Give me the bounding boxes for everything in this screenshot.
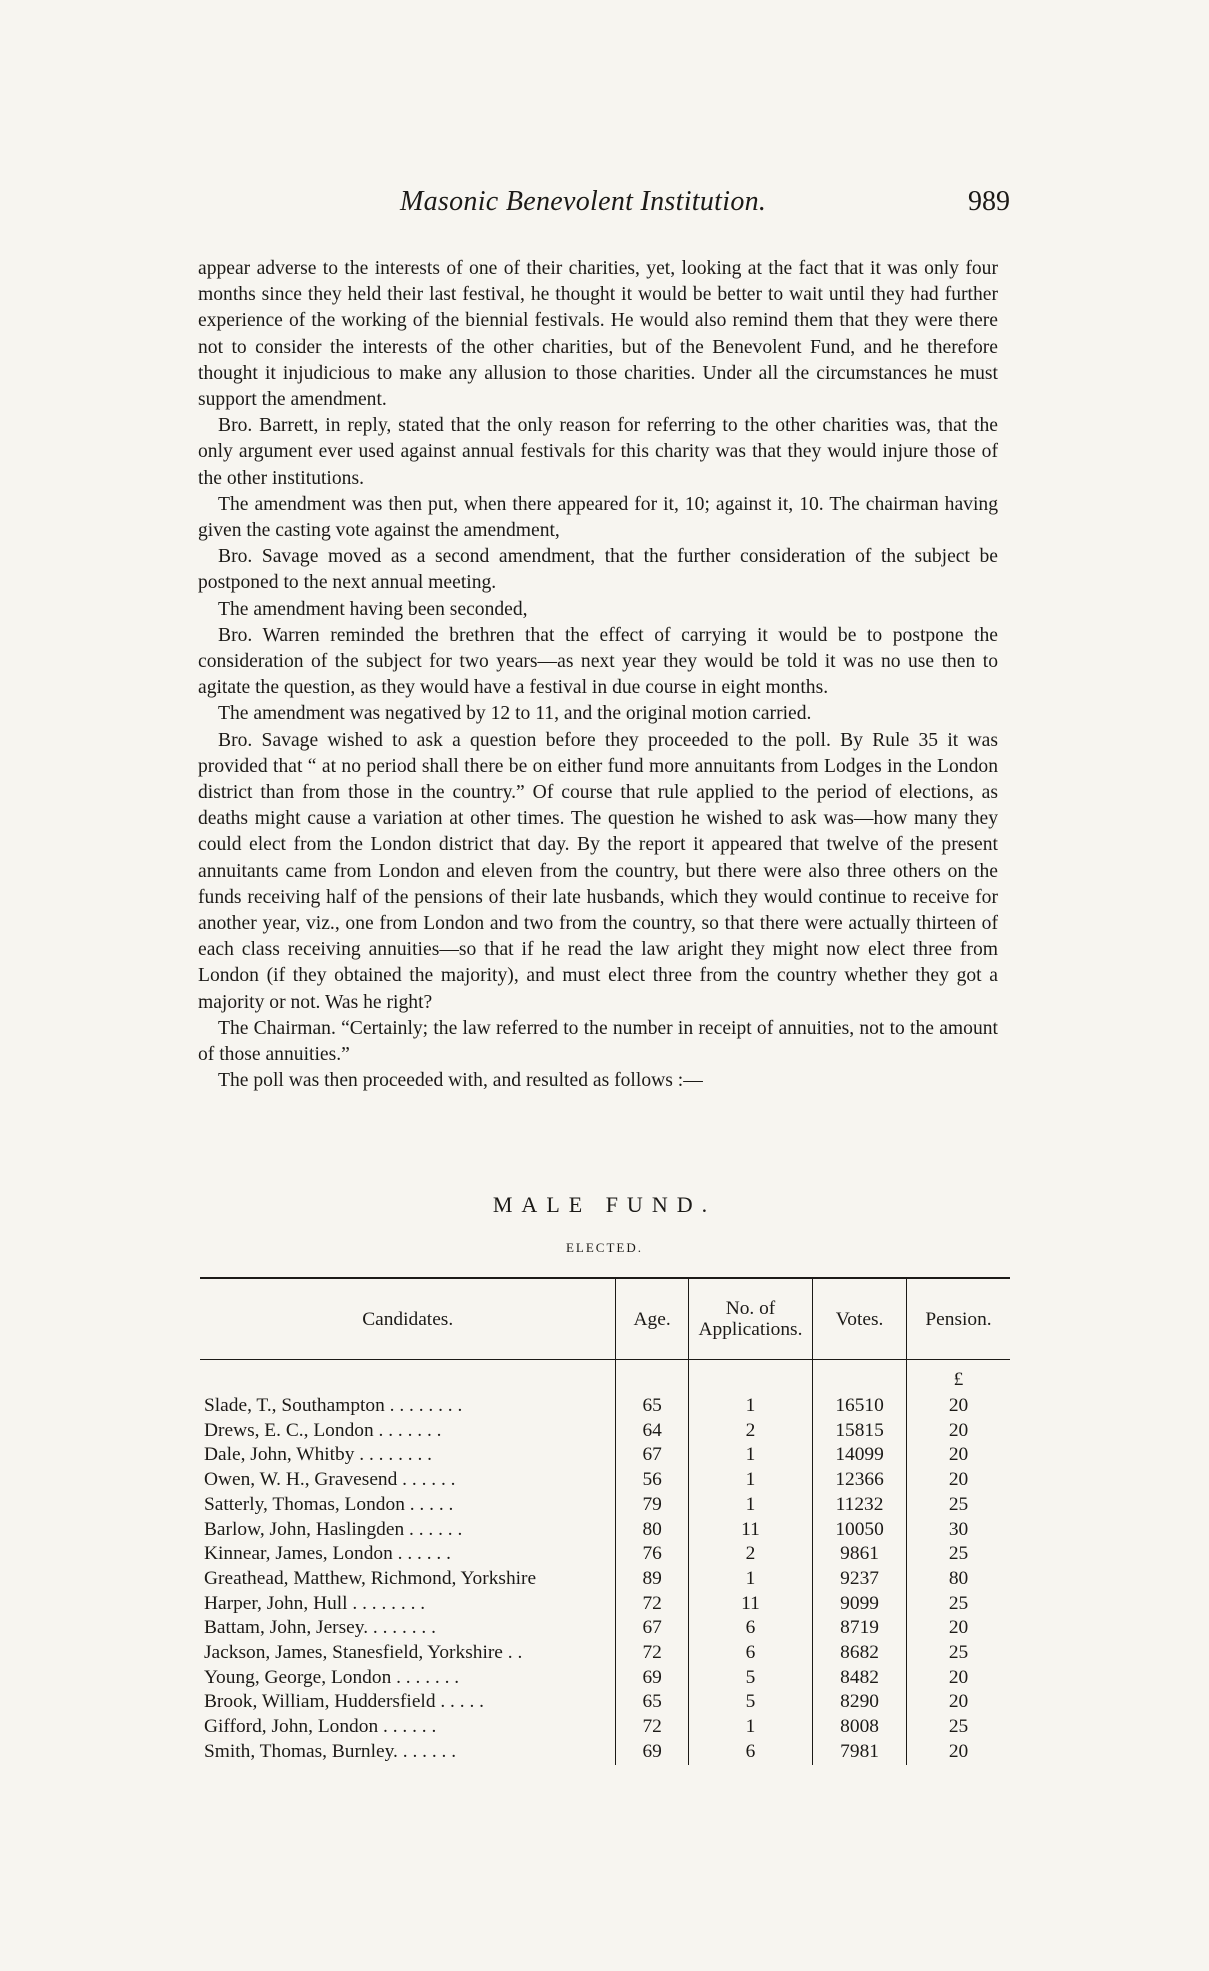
candidate-age: 79 xyxy=(616,1493,688,1518)
candidate-name: Owen, W. H., Gravesend . . . . . . xyxy=(204,1469,456,1491)
candidate-applications: 2 xyxy=(688,1542,812,1567)
candidate-pension: 20 xyxy=(907,1740,1010,1765)
candidate-votes: 14099 xyxy=(813,1443,907,1468)
candidate-applications: 6 xyxy=(688,1740,812,1765)
candidate-applications: 11 xyxy=(688,1592,812,1617)
pension-unit: £ xyxy=(907,1360,1010,1395)
candidate-votes: 9861 xyxy=(813,1542,907,1567)
table-row xyxy=(200,1715,1010,1740)
fund-title: MALE FUND. xyxy=(492,1192,717,1217)
candidate-age: 69 xyxy=(616,1740,688,1765)
candidate-pension: 25 xyxy=(907,1542,1010,1567)
candidate-votes: 16510 xyxy=(813,1394,907,1419)
paragraph: The amendment having been seconded, xyxy=(218,598,528,620)
unit-row xyxy=(200,1360,1010,1395)
candidate-name: Drews, E. C., London . . . . . . . xyxy=(204,1419,442,1441)
table-row xyxy=(200,1641,1010,1666)
candidate-name: Smith, Thomas, Burnley. . . . . . . xyxy=(204,1740,457,1762)
candidate-age: 67 xyxy=(616,1616,688,1641)
candidate-applications: 1 xyxy=(688,1567,812,1592)
candidate-name: Slade, T., Southampton . . . . . . . . xyxy=(204,1395,463,1416)
candidate-votes: 9099 xyxy=(813,1592,907,1617)
candidate-pension: 25 xyxy=(907,1592,1010,1617)
candidate-pension: 20 xyxy=(907,1666,1010,1691)
table-row xyxy=(200,1394,1010,1419)
table-row xyxy=(200,1493,1010,1518)
fund-subtitle: ELECTED. xyxy=(565,1240,643,1255)
candidate-pension: 20 xyxy=(907,1468,1010,1493)
candidate-applications: 5 xyxy=(688,1690,812,1715)
candidate-name: Satterly, Thomas, London . . . . . xyxy=(204,1493,454,1515)
candidate-name: Jackson, James, Stanesfield, Yorkshire . . xyxy=(204,1642,523,1664)
paragraph: The poll was then proceeded with, and resulted as follows :— xyxy=(218,1070,703,1092)
candidate-votes: 9237 xyxy=(813,1567,907,1592)
candidate-age: 80 xyxy=(616,1518,688,1543)
candidate-name: Harper, John, Hull . . . . . . . . xyxy=(204,1592,426,1614)
candidate-votes: 7981 xyxy=(813,1740,907,1765)
running-head xyxy=(200,186,1010,226)
header-pension: Pension. xyxy=(907,1278,1010,1360)
paragraph: Bro. Barrett, in reply, stated that the only reason for referring to the other charities was, that the only argument ever used against annual festivals for this charity was that they would injure those of the other institutions. xyxy=(198,415,998,489)
candidate-pension: 25 xyxy=(907,1493,1010,1518)
candidate-votes: 11232 xyxy=(813,1493,907,1518)
paragraph: Bro. Warren reminded the brethren that the effect of carrying it would be to postpone the consideration of the subject for two years—as next year they would be told it was no use then to agitate the question, as they would have a festival in due course in eight months. xyxy=(198,624,998,699)
candidate-age: 76 xyxy=(616,1542,688,1567)
candidate-applications: 1 xyxy=(688,1468,812,1493)
candidate-age: 72 xyxy=(616,1641,688,1666)
candidate-applications: 2 xyxy=(688,1419,812,1444)
candidate-votes: 8482 xyxy=(813,1666,907,1691)
candidate-name: Kinnear, James, London . . . . . . xyxy=(204,1543,451,1565)
table-row xyxy=(200,1518,1010,1543)
candidate-pension: 30 xyxy=(907,1518,1010,1543)
table-row xyxy=(200,1592,1010,1617)
candidate-applications: 1 xyxy=(688,1715,812,1740)
body-text xyxy=(198,256,998,1095)
header-candidates: Candidates. xyxy=(200,1278,616,1360)
candidate-pension: 20 xyxy=(907,1443,1010,1468)
running-title: Masonic Benevolent Institution. xyxy=(400,186,767,217)
candidate-votes: 12366 xyxy=(813,1468,907,1493)
table-header-row xyxy=(200,1278,1010,1360)
candidate-votes: 8682 xyxy=(813,1641,907,1666)
candidate-age: 64 xyxy=(616,1419,688,1444)
candidate-pension: 25 xyxy=(907,1715,1010,1740)
candidate-age: 65 xyxy=(616,1690,688,1715)
candidate-votes: 8008 xyxy=(813,1715,907,1740)
table-row xyxy=(200,1740,1010,1765)
candidate-age: 65 xyxy=(616,1394,688,1419)
table-row xyxy=(200,1567,1010,1592)
paragraph: The Chairman. “Certainly; the law referred to the number in receipt of annuities, not to the amount of those annuities.” xyxy=(198,1017,998,1066)
candidate-age: 69 xyxy=(616,1666,688,1691)
candidate-age: 72 xyxy=(616,1592,688,1617)
candidate-votes: 8719 xyxy=(813,1616,907,1641)
paragraph: appear adverse to the interests of one of their charities, yet, looking at the fact that it was only four months since they held their last festival, he thought it would be better to wait until they had further experience of the working of the biennial festivals. He would also remind them that they were there not to consider the interests of the other charities, but of the Benevolent Fund, and he therefore thought it injudicious to make any allusion to those charities. Under all the circumstances he must support the amendment. xyxy=(198,258,998,411)
table-row xyxy=(200,1690,1010,1715)
election-results-table xyxy=(200,1277,1010,1765)
paragraph: Bro. Savage wished to ask a question before they proceeded to the poll. By Rule 35 it was provided that “ at no period shall there be on either fund more annuitants from Lodges in the London district than from those in the country.” Of course that rule applied to the period of elections, as deaths might cause a variation at other times. The question he wished to ask was—how many they could elect from the London district that day. By the report it appeared that twelve of the present annuitants came from London and eleven from the country, but there were also three others on the funds receiving half of the pensions of their late husbands, which they would continue to receive for another year, viz., one from London and two from the country, so that there were actually thirteen of each class receiving annuities—so that if he read the law aright they might now elect three from London (if they obtained the majority), and must elect three from the country whether they got a majority or not. Was he right? xyxy=(198,729,998,1013)
table-row xyxy=(200,1666,1010,1691)
table-row xyxy=(200,1419,1010,1444)
candidate-applications: 1 xyxy=(688,1493,812,1518)
candidate-pension: 20 xyxy=(907,1394,1010,1419)
candidate-age: 72 xyxy=(616,1715,688,1740)
candidate-votes: 8290 xyxy=(813,1690,907,1715)
paragraph: Bro. Savage moved as a second amendment, that the further consideration of the subject be postponed to the next annual meeting. xyxy=(198,546,998,594)
candidate-applications: 11 xyxy=(688,1518,812,1543)
candidate-applications: 1 xyxy=(688,1394,812,1419)
candidate-pension: 20 xyxy=(907,1690,1010,1715)
candidate-name: Gifford, John, London . . . . . . xyxy=(204,1716,437,1738)
candidate-name: Dale, John, Whitby . . . . . . . . xyxy=(204,1444,433,1466)
candidate-applications: 6 xyxy=(688,1616,812,1641)
table-row xyxy=(200,1468,1010,1493)
candidate-votes: 10050 xyxy=(813,1518,907,1543)
paragraph: The amendment was negatived by 12 to 11, and the original motion carried. xyxy=(218,703,812,725)
table-row xyxy=(200,1443,1010,1468)
candidate-name: Battam, John, Jersey. . . . . . . . xyxy=(204,1617,436,1639)
header-votes: Votes. xyxy=(813,1278,907,1360)
table-body xyxy=(200,1360,1010,1765)
candidate-name: Barlow, John, Haslingden . . . . . . xyxy=(204,1518,463,1540)
header-applications: No. of Applications. xyxy=(688,1278,812,1360)
candidate-name: Young, George, London . . . . . . . xyxy=(204,1666,460,1688)
candidate-pension: 80 xyxy=(907,1567,1010,1592)
candidate-pension: 20 xyxy=(907,1419,1010,1444)
candidate-age: 56 xyxy=(616,1468,688,1493)
page-number: 989 xyxy=(968,186,1010,217)
candidate-applications: 5 xyxy=(688,1666,812,1691)
header-age: Age. xyxy=(616,1278,688,1360)
candidate-age: 67 xyxy=(616,1443,688,1468)
candidate-name: Greathead, Matthew, Richmond, Yorkshire xyxy=(204,1567,537,1589)
candidate-age: 89 xyxy=(616,1567,688,1592)
candidate-pension: 20 xyxy=(907,1616,1010,1641)
candidate-applications: 6 xyxy=(688,1641,812,1666)
candidate-name: Brook, William, Huddersfield . . . . . xyxy=(204,1691,484,1713)
candidate-pension: 25 xyxy=(907,1641,1010,1666)
table-row xyxy=(200,1616,1010,1641)
candidate-votes: 15815 xyxy=(813,1419,907,1444)
candidate-applications: 1 xyxy=(688,1443,812,1468)
table-row xyxy=(200,1542,1010,1567)
paragraph: The amendment was then put, when there appeared for it, 10; against it, 10. The chairman having given the casting vote against the amendment, xyxy=(198,493,998,542)
